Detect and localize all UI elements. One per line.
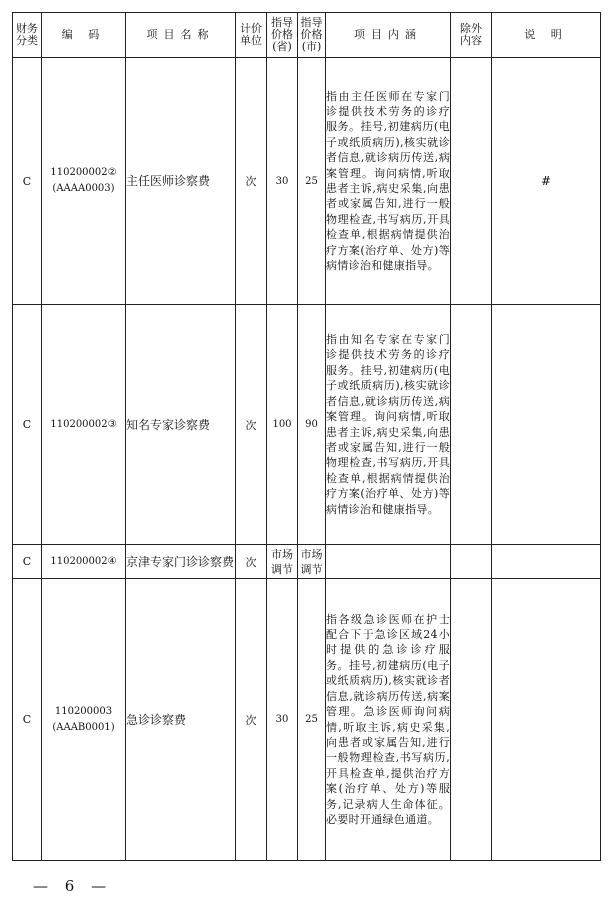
- exclusion-cell: [451, 545, 492, 579]
- code-cell: 110200002③: [42, 305, 126, 545]
- page-number: — 6 —: [33, 877, 113, 895]
- price-province-cell: 市场调节: [267, 545, 298, 579]
- finance-class-cell: C: [13, 305, 42, 545]
- unit-cell: 次: [236, 305, 267, 545]
- notes-cell: #: [492, 58, 601, 305]
- header-price-city: 指导 价格 (市): [298, 13, 326, 58]
- header-code: 编 码: [42, 13, 126, 58]
- code-cell: 110200002② (AAAA0003): [42, 58, 126, 305]
- fee-table: [12, 12, 601, 861]
- price-city-cell: 市场调节: [298, 545, 326, 579]
- price-city-cell: 90: [298, 305, 326, 545]
- header-content: 项目内涵: [326, 13, 451, 58]
- price-province-cell: 30: [267, 58, 298, 305]
- header-price-province: 指导 价格 (省): [267, 13, 298, 58]
- code-cell: 110200003 (AAAB0001): [42, 579, 126, 861]
- table-row: [13, 545, 601, 579]
- header-notes: 说 明: [492, 13, 601, 58]
- finance-class-cell: C: [13, 579, 42, 861]
- header-item-name: 项目名称: [126, 13, 236, 58]
- table-row: [13, 58, 601, 305]
- table-row: [13, 305, 601, 545]
- price-province-cell: 100: [267, 305, 298, 545]
- content-cell: 指由主任医师在专家门诊提供技术劳务的诊疗服务。挂号,初建病历(电子或纸质病历),核实就诊者信息,就诊病历传送,病案管理。询问病情,听取患者主诉,病史采集,向患者或家属告知,进行一般物理检查,书写病历,开具检查单,根据病情提供治疗方案(治疗单、处方)等病情诊治和健康指导。: [326, 58, 451, 305]
- item-name-cell: 京津专家门诊诊察费: [126, 545, 236, 579]
- header-unit: 计价 单位: [236, 13, 267, 58]
- content-cell: 指由知名专家在专家门诊提供技术劳务的诊疗服务。挂号,初建病历(电子或纸质病历),核实就诊者信息,就诊病历传送,病案管理。询问病情,听取患者主诉,病史采集,向患者或家属告知,进行一般物理检查,书写病历,开具检查单,根据病情提供治疗方案(治疗单、处方)等病情诊治和健康指导。: [326, 305, 451, 545]
- exclusion-cell: [451, 58, 492, 305]
- item-name-cell: 知名专家诊察费: [126, 305, 236, 545]
- unit-cell: 次: [236, 58, 267, 305]
- content-cell: 指各级急诊医师在护士配合下于急诊区域24小时提供的急诊诊疗服务。挂号,初建病历(电子或纸质病历),核实就诊者信息,就诊病历传送,病案管理。急诊医师询问病情,听取主诉,病史采集,向患者或家属告知,进行一般物理检查,书写病历,开具检查单,提供治疗方案(治疗单、处方)等服务,记录病人生命体征。必要时开通绿色通道。: [326, 579, 451, 861]
- notes-cell: [492, 545, 601, 579]
- finance-class-cell: C: [13, 545, 42, 579]
- item-name-cell: 急诊诊察费: [126, 579, 236, 861]
- code-cell: 110200002④: [42, 545, 126, 579]
- content-cell: [326, 545, 451, 579]
- notes-cell: [492, 305, 601, 545]
- unit-cell: 次: [236, 545, 267, 579]
- notes-cell: [492, 579, 601, 861]
- price-city-cell: 25: [298, 58, 326, 305]
- table-row: [13, 579, 601, 861]
- price-province-cell: 30: [267, 579, 298, 861]
- unit-cell: 次: [236, 579, 267, 861]
- exclusion-cell: [451, 579, 492, 861]
- finance-class-cell: C: [13, 58, 42, 305]
- header-finance-class: 财务 分类: [13, 13, 42, 58]
- item-name-cell: 主任医师诊察费: [126, 58, 236, 305]
- exclusion-cell: [451, 305, 492, 545]
- header-exclusion: 除外 内容: [451, 13, 492, 58]
- price-city-cell: 25: [298, 579, 326, 861]
- header-row: [13, 13, 601, 58]
